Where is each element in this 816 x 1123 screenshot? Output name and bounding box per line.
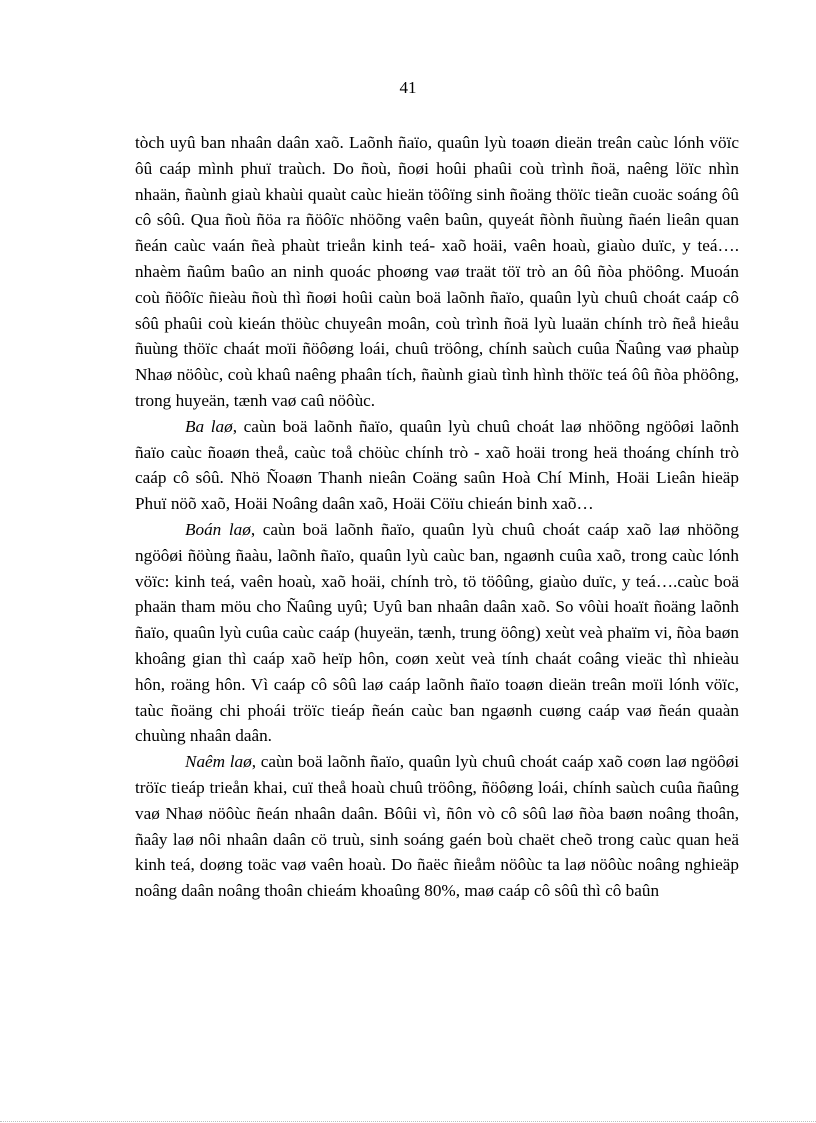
paragraph-continuation: tòch uyû ban nhaân daân xaõ. Laõnh ñaïo, quaûn lyù toaøn dieän treân caùc lónh vöïc ôû caáp mình phuï traùch. Do ñoù, ñoøi hoûi phaûi coù trình ñoä, naêng löïc nhìn nhaän, ñaùnh giaù khaùi quaùt caùc hieän töôïng sinh ñoäng thöïc tieãn cuoäc soáng ôû cô sôû. Qua ñoù ñöa ra ñöôïc nhöõng vaên baûn, quyeát ñònh ñuùng ñaén lieân quan ñeán caùc vaán ñeà phaùt trieån kinh teá- xaõ hoäi, vaên hoaù, giaùo duïc, y teá…. nhaèm ñaûm baûo an ninh quoác phoøng vaø traät töï trò an ôû ñòa phöông. Muoán coù ñöôïc ñieàu ñoù thì ñoøi hoûi caùn boä laõnh ñaïo, quaûn lyù chuû choát caáp cô sôû phaûi coù kieán thöùc chuyeân moân, coù trình ñoä lyù luaän chính trò ñeå hieåu ñuùng thöïc chaát moïi ñöôøng loái, chuû tröông, chính saùch cuûa Ñaûng vaø phaùp Nhaø nöôùc, coù khaû naêng phaân tích, ñaùnh giaù tình hình thöïc teá ôû ñòa phöông, trong huyeän, tænh vaø caû nöôùc. xyxy=(135,133,739,410)
body-text xyxy=(135,130,739,904)
paragraph-text: , caùn boä laõnh ñaïo, quaûn lyù chuû choát caáp xaõ laø nhöõng ngöôøi ñöùng ñaàu, laõnh ñaïo, quaûn lyù caùc ban, ngaønh cuûa xaõ, trong caùc lónh vöïc: kinh teá, vaên hoaù, xaõ hoäi, chính trò, tö töôûng, giaùo duïc, y teá….caùc boä phaän tham möu cho Ñaûng uyû; Uyû ban nhaân daân xaõ. So vôùi hoaït ñoäng laõnh ñaïo, quaûn lyù cuûa caùc caáp (huyeän, tænh, trung öông) xeùt veà phaïm vi, ñòa baøn khoâng gian thì caáp xaõ heïp hôn, coøn xeùt veà tính chaát coâng vieäc thì nhieàu hôn, roäng hôn. Vì caáp cô sôû laø caáp laõnh ñaïo toaøn dieän treân moïi lónh vöïc, taùc ñoäng chi phoái tröïc tieáp ñeán caùc ban ngaønh cuøng caáp vaø ñeán quaàn chuùng nhaân daân. xyxy=(135,519,739,746)
paragraph-text: , caùn boä laõnh ñaïo, quaûn lyù chuû choát laø nhöõng ngöôøi laõnh ñaïo caùc ñoaøn theå, caùc toå chöùc chính trò - xaõ hoäi trong heä thoáng chính trò caáp cô sôû. Nhö Ñoaøn Thanh nieân Coäng saûn Hoà Chí Minh, Hoäi Lieân hieäp Phuï nöõ xaõ, Hoäi Noâng daân xaõ, Hoäi Cöïu chieán binh xaõ… xyxy=(135,416,739,514)
paragraph-lead-term: Boán laø xyxy=(185,519,251,539)
paragraph-text: , caùn boä laõnh ñaïo, quaûn lyù chuû choát caáp xaõ coøn laø ngöôøi tröïc tieáp trieån khai, cuï theå hoaù chuû tröông, ñöôøng loái, chính saùch cuûa ñaûng vaø Nhaø nöôùc ñeán nhaân daân. Bôûi vì, ñôn vò cô sôû laø ñòa baøn noâng thoân, ñaây laø nôi nhaân daân cö truù, sinh soáng gaén boù chaët cheõ trong caùc quan heä kinh teá, doøng toäc vaø vaên hoaù. Do ñaëc ñieåm nöôùc ta laø nöôùc noâng nghieäp noâng daân noâng thoân chieám khoaûng 80%, maø caáp cô sôû thì cô baûn xyxy=(135,752,739,901)
paragraph-lead-term: Ba laø xyxy=(185,416,233,436)
page-number: 41 xyxy=(399,78,417,97)
paragraph-nam-la xyxy=(135,749,739,904)
paragraph-bon-la xyxy=(135,517,739,749)
page-bottom-edge xyxy=(0,1121,816,1122)
paragraph-lead-term: Naêm laø xyxy=(185,752,252,772)
paragraph-ba-la xyxy=(135,414,739,517)
